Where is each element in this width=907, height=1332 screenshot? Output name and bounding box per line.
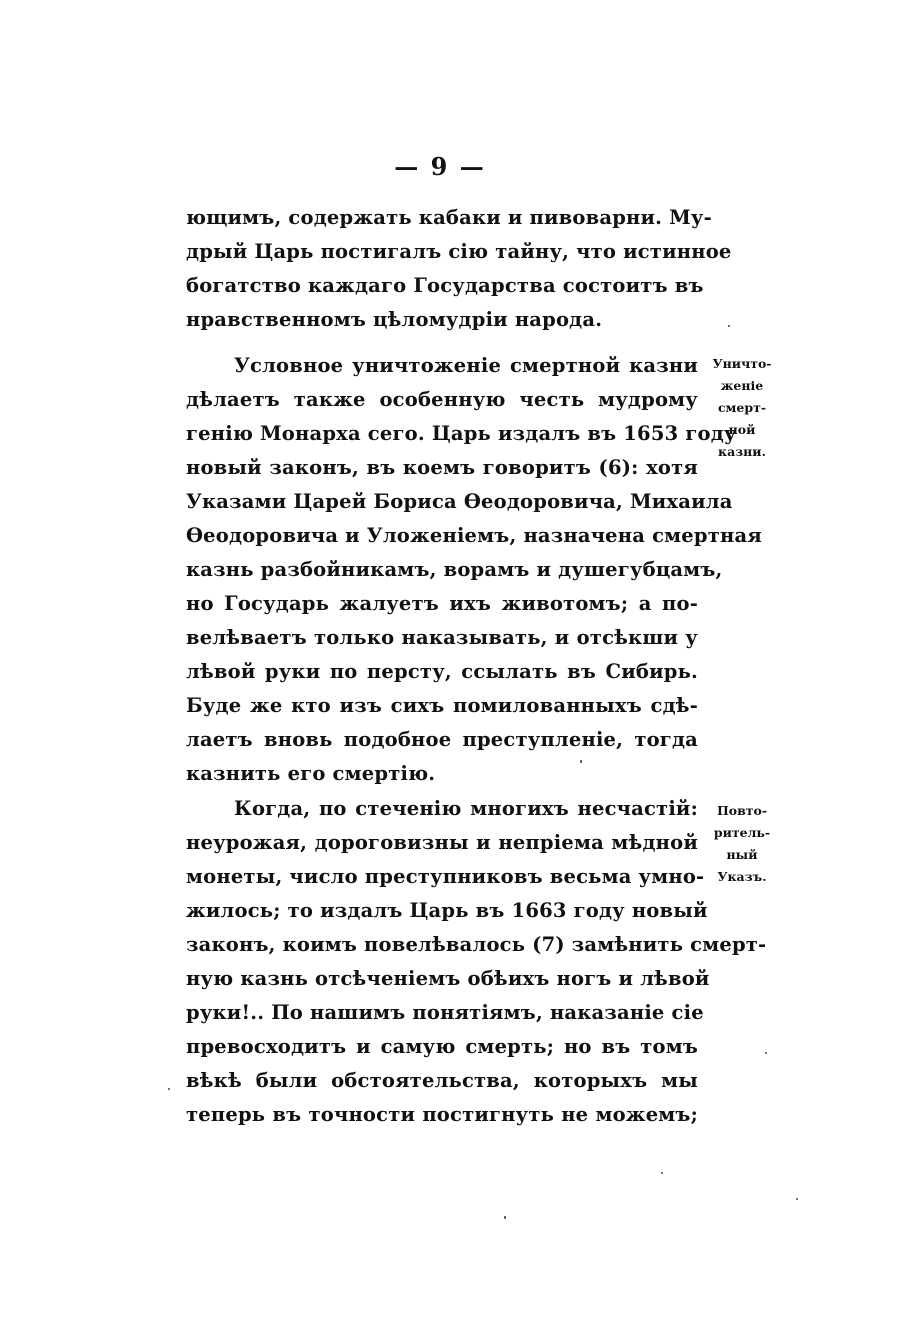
- text-line: превосходитъ и самую смерть; но въ томъ: [186, 1035, 698, 1058]
- text-line: вѣкѣ были обстоятельства, которыхъ мы: [186, 1069, 698, 1092]
- text-line: Когда, по стеченію многихъ несчастій:: [234, 797, 698, 820]
- paper-speck: [504, 1216, 506, 1219]
- margin-note-line: женіе: [720, 378, 764, 393]
- text-line: неурожая, дороговизны и непріема мѣдной: [186, 831, 698, 854]
- paper-speck: [580, 760, 582, 763]
- text-line: дѣлаетъ также особенную честь мудрому: [186, 388, 698, 411]
- paper-speck: [728, 325, 730, 327]
- paper-speck: [796, 1198, 798, 1200]
- text-line: казнить его смертію.: [186, 762, 436, 785]
- paper-speck: [168, 1088, 170, 1090]
- text-line: но Государь жалуетъ ихъ животомъ; а по-: [186, 592, 698, 615]
- text-line: нравственномъ цѣломудріи народа.: [186, 308, 603, 331]
- margin-note-abolition: [702, 353, 782, 463]
- text-line: монеты, число преступниковъ весьма умно-: [186, 865, 705, 888]
- text-line: лаетъ вновь подобное преступленіе, тогда: [186, 728, 698, 751]
- text-line: Указами Царей Бориса Ѳеодоровича, Михаила: [186, 490, 733, 513]
- margin-note-line: казни.: [718, 444, 766, 459]
- text-line: Буде же кто изъ сихъ помилованныхъ сдѣ-: [186, 694, 698, 717]
- text-line: ную казнь отсѣченіемъ обѣихъ ногъ и лѣвой: [186, 967, 710, 990]
- text-line: руки!.. По нашимъ понятіямъ, наказаніе сіе: [186, 1001, 704, 1024]
- text-line: Ѳеодоровича и Уложеніемъ, назначена смертная: [186, 524, 762, 547]
- text-line: дрый Царь постигалъ сію тайну, что истинное: [186, 240, 732, 263]
- margin-note-line: ный: [726, 847, 758, 862]
- margin-note-repeated-decree: [702, 800, 782, 888]
- text-line: богатство каждаго Государства состоитъ въ: [186, 274, 704, 297]
- paper-speck: [765, 1052, 767, 1054]
- text-line: теперь въ точности постигнуть не можемъ;: [186, 1103, 698, 1126]
- text-line: жилось; то издалъ Царь въ 1663 году новый: [186, 899, 708, 922]
- margin-note-line: ной: [728, 422, 756, 437]
- text-line: ющимъ, содержать кабаки и пивоварни. Му-: [186, 206, 712, 229]
- text-line: лѣвой руки по персту, ссылать въ Сибирь.: [186, 660, 698, 683]
- paper-speck: [661, 1172, 663, 1174]
- text-line: Условное уничтоженіе смертной казни: [234, 354, 698, 377]
- text-line: новый законъ, въ коемъ говоритъ (6): хотя: [186, 456, 698, 479]
- margin-note-line: Уничто-: [712, 356, 772, 371]
- text-line: велѣваетъ только наказывать, и отсѣкши у: [186, 626, 698, 649]
- page-number-header: — 9 —: [394, 152, 486, 181]
- text-line: казнь разбойникамъ, ворамъ и душегубцамъ,: [186, 558, 723, 581]
- paragraph-1: [186, 201, 732, 337]
- margin-note-line: ритель-: [713, 825, 771, 840]
- paragraph-2: [186, 349, 762, 791]
- margin-note-line: Повто-: [716, 803, 768, 818]
- text-line: генію Монарха сего. Царь издалъ въ 1653 году: [186, 422, 737, 445]
- text-line: законъ, коимъ повелѣвалось (7) замѣнить смерт-: [186, 933, 767, 956]
- margin-note-line: Указъ.: [717, 869, 767, 884]
- margin-note-line: смерт-: [717, 400, 767, 415]
